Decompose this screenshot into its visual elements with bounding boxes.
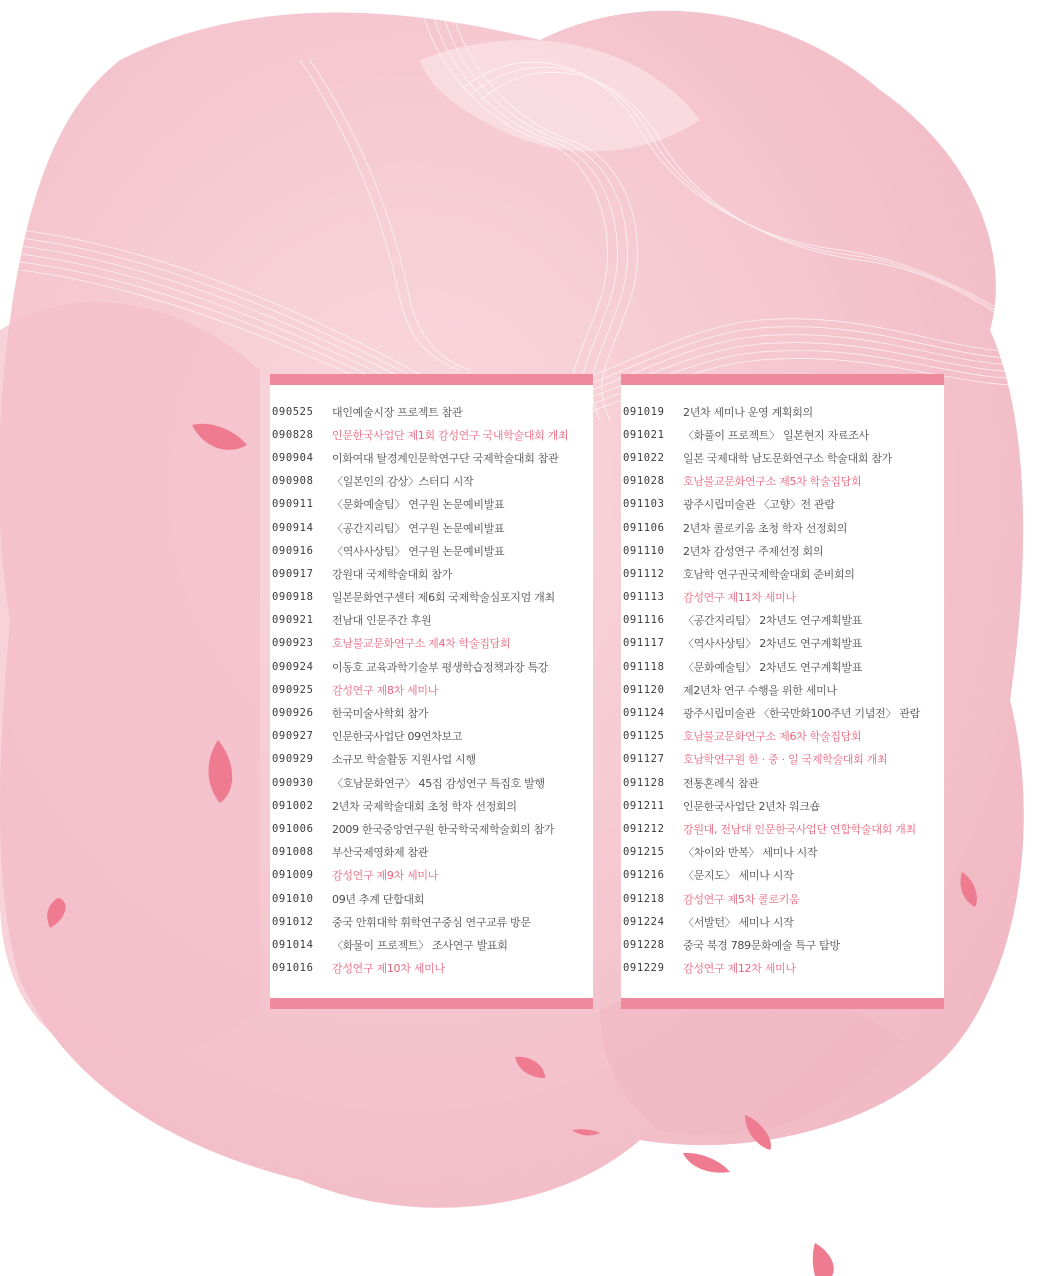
event-title: 인문한국사업단 09연차보고	[332, 730, 463, 744]
event-date: 091110	[623, 544, 665, 557]
timeline-row	[621, 748, 944, 771]
event-title: 호남불교문화연구소 제4차 학술집담회	[332, 637, 511, 651]
event-date: 091124	[623, 707, 665, 720]
event-title: 전통혼례식 참관	[683, 776, 759, 790]
event-date: 091229	[623, 962, 665, 975]
event-date: 090924	[272, 660, 314, 673]
event-title: 09년 추계 단합대회	[332, 892, 425, 906]
event-title: 2년차 국제학술대회 초청 학자 선정회의	[332, 799, 517, 813]
event-date: 091128	[623, 776, 665, 789]
event-title: 감성연구 제10차 세미나	[332, 962, 445, 976]
timeline-row	[270, 910, 593, 933]
event-date: 091228	[623, 938, 665, 951]
event-title: 호남학연구원 한 · 중 · 일 국제학술대회 개최	[683, 753, 888, 767]
timeline-row	[621, 933, 944, 956]
event-title: 2년차 세미나 운영 계획회의	[683, 405, 813, 419]
event-title: 〈화풀이 프로젝트〉 일본현지 자료조사	[683, 428, 869, 442]
event-title: 소규모 학술활동 지원사업 시행	[332, 753, 476, 767]
event-date: 091125	[623, 730, 665, 743]
event-date: 091113	[623, 591, 665, 604]
event-date: 090525	[272, 405, 314, 418]
event-title: 강원대, 전남대 인문한국사업단 연합학술대회 개최	[683, 822, 916, 836]
timeline-list-left	[270, 400, 593, 980]
event-title: 〈문화예술팀〉 연구원 논문예비발표	[332, 498, 505, 512]
timeline-row	[270, 933, 593, 956]
event-date: 090904	[272, 451, 314, 464]
event-title: 호남학 연구권국제학술대회 준비회의	[683, 567, 855, 581]
event-date: 091112	[623, 567, 665, 580]
timeline-row	[621, 493, 944, 516]
event-date: 091103	[623, 498, 665, 511]
event-date: 090926	[272, 707, 314, 720]
event-title: 〈일본인의 감상〉스터디 시작	[332, 475, 474, 489]
event-title: 중국 안휘대학 휘학연구중심 연구교류 방문	[332, 915, 531, 929]
timeline-row	[621, 701, 944, 724]
event-title: 호남불교문화연구소 제5차 학술집담회	[683, 475, 862, 489]
event-date: 091212	[623, 822, 665, 835]
event-date: 091008	[272, 846, 314, 859]
timeline-row	[270, 748, 593, 771]
timeline-row	[270, 771, 593, 794]
timeline-row	[270, 655, 593, 678]
event-title: 전남대 인문주간 후원	[332, 614, 432, 628]
event-title: 감성연구 제5차 콜로키움	[683, 892, 800, 906]
event-date: 091028	[623, 475, 665, 488]
event-date: 091006	[272, 822, 314, 835]
event-date: 090923	[272, 637, 314, 650]
timeline-row	[270, 562, 593, 585]
event-date: 091127	[623, 753, 665, 766]
timeline-row	[621, 446, 944, 469]
event-date: 091012	[272, 915, 314, 928]
timeline-row	[270, 701, 593, 724]
event-title: 인문한국사업단 제1회 감성연구 국내학술대회 개최	[332, 428, 569, 442]
event-title: 〈문화예술팀〉 2차년도 연구계획발표	[683, 660, 863, 674]
event-title: 강원대 국제학술대회 참가	[332, 567, 452, 581]
event-title: 대인예술시장 프로젝트 참관	[332, 405, 463, 419]
event-title: 제2년차 연구 수행을 위한 세미나	[683, 683, 837, 697]
timeline-row	[621, 516, 944, 539]
event-title: 〈공간지리팀〉 2차년도 연구계획발표	[683, 614, 863, 628]
timeline-row	[621, 655, 944, 678]
timeline-row	[270, 446, 593, 469]
event-title: 〈역사사상팀〉 연구원 논문예비발표	[332, 544, 505, 558]
timeline-row	[621, 957, 944, 980]
timeline-row	[270, 957, 593, 980]
timeline-row	[621, 725, 944, 748]
event-title: 〈공간지리팀〉 연구원 논문예비발표	[332, 521, 505, 535]
timeline-row	[270, 516, 593, 539]
event-date: 091014	[272, 938, 314, 951]
event-date: 091118	[623, 660, 665, 673]
event-date: 091016	[272, 962, 314, 975]
panel-top-bar	[270, 374, 593, 385]
event-date: 090921	[272, 614, 314, 627]
event-title: 부산국제영화제 참관	[332, 846, 429, 860]
timeline-row	[270, 841, 593, 864]
event-date: 091106	[623, 521, 665, 534]
timeline-row	[621, 678, 944, 701]
timeline-row	[621, 817, 944, 840]
timeline-row	[270, 632, 593, 655]
event-title: 〈서발턴〉 세미나 시작	[683, 915, 794, 929]
event-date: 090918	[272, 591, 314, 604]
event-date: 091116	[623, 614, 665, 627]
event-title: 광주시립미술관 〈한국만화100주년 기념전〉 관람	[683, 707, 920, 721]
event-date: 090828	[272, 428, 314, 441]
event-title: 일본문화연구센터 제6회 국제학술심포지엄 개최	[332, 591, 555, 605]
event-title: 감성연구 제8차 세미나	[332, 683, 439, 697]
event-title: 〈차이와 반복〉 세미나 시작	[683, 846, 818, 860]
timeline-row	[621, 794, 944, 817]
event-title: 감성연구 제11차 세미나	[683, 591, 796, 605]
timeline-row	[621, 539, 944, 562]
event-date: 090916	[272, 544, 314, 557]
panel-bottom-bar	[621, 998, 944, 1009]
event-date: 091002	[272, 799, 314, 812]
event-title: 호남불교문화연구소 제6차 학술집담회	[683, 730, 862, 744]
timeline-panel-right	[621, 374, 944, 1009]
timeline-row	[270, 539, 593, 562]
event-date: 091120	[623, 683, 665, 696]
timeline-row	[621, 864, 944, 887]
timeline-row	[270, 725, 593, 748]
timeline-row	[270, 794, 593, 817]
timeline-row	[621, 910, 944, 933]
timeline-row	[270, 609, 593, 632]
event-date: 090930	[272, 776, 314, 789]
event-title: 〈호남문화연구〉 45집 감성연구 특집호 발행	[332, 776, 545, 790]
event-title: 한국미술사학회 참가	[332, 707, 429, 721]
timeline-row	[621, 423, 944, 446]
event-date: 091224	[623, 915, 665, 928]
timeline-row	[621, 841, 944, 864]
event-date: 091022	[623, 451, 665, 464]
event-date: 091010	[272, 892, 314, 905]
timeline-row	[270, 400, 593, 423]
timeline-row	[270, 586, 593, 609]
event-title: 〈화물이 프로젝트〉 조사연구 발표회	[332, 938, 508, 952]
timeline-row	[270, 864, 593, 887]
timeline-row	[621, 771, 944, 794]
event-title: 중국 북경 789문화예술 특구 탐방	[683, 938, 840, 952]
event-title: 이동호 교육과학기술부 평생학습정책과장 특강	[332, 660, 549, 674]
timeline-row	[270, 423, 593, 446]
event-title: 〈문지도〉 세미나 시작	[683, 869, 794, 883]
timeline-list-right	[621, 400, 944, 980]
event-title: 감성연구 제9차 세미나	[332, 869, 439, 883]
event-date: 091009	[272, 869, 314, 882]
timeline-row	[621, 470, 944, 493]
timeline-row	[270, 678, 593, 701]
event-date: 091216	[623, 869, 665, 882]
event-date: 090927	[272, 730, 314, 743]
timeline-row	[621, 586, 944, 609]
event-date: 091215	[623, 846, 665, 859]
event-date: 091211	[623, 799, 665, 812]
event-date: 091019	[623, 405, 665, 418]
timeline-row	[621, 609, 944, 632]
timeline-row	[621, 887, 944, 910]
event-date: 091117	[623, 637, 665, 650]
event-title: 이화여대 탈경계인문학연구단 국제학술대회 참관	[332, 451, 559, 465]
timeline-row	[270, 493, 593, 516]
event-date: 090908	[272, 475, 314, 488]
event-title: 2009 한국중앙연구원 한국학국제학술회의 참가	[332, 822, 555, 836]
event-date: 091021	[623, 428, 665, 441]
event-date: 090925	[272, 683, 314, 696]
event-title: 2년차 감성연구 주제선정 회의	[683, 544, 824, 558]
event-date: 090917	[272, 567, 314, 580]
timeline-panel-left	[270, 374, 593, 1009]
panel-bottom-bar	[270, 998, 593, 1009]
event-title: 〈역사사상팀〉 2차년도 연구계획발표	[683, 637, 863, 651]
timeline-row	[270, 887, 593, 910]
event-title: 인문한국사업단 2년차 워크숍	[683, 799, 821, 813]
event-title: 광주시립미술관 〈고향〉전 관람	[683, 498, 835, 512]
event-title: 감성연구 제12차 세미나	[683, 962, 796, 976]
event-date: 091218	[623, 892, 665, 905]
timeline-row	[270, 817, 593, 840]
timeline-row	[621, 400, 944, 423]
event-title: 2년차 콜로키움 초청 학자 선정회의	[683, 521, 848, 535]
timeline-row	[621, 562, 944, 585]
event-date: 090914	[272, 521, 314, 534]
event-date: 090929	[272, 753, 314, 766]
panel-top-bar	[621, 374, 944, 385]
event-date: 090911	[272, 498, 314, 511]
timeline-row	[621, 632, 944, 655]
event-title: 일본 국제대학 남도문화연구소 학술대회 참가	[683, 451, 892, 465]
timeline-row	[270, 470, 593, 493]
